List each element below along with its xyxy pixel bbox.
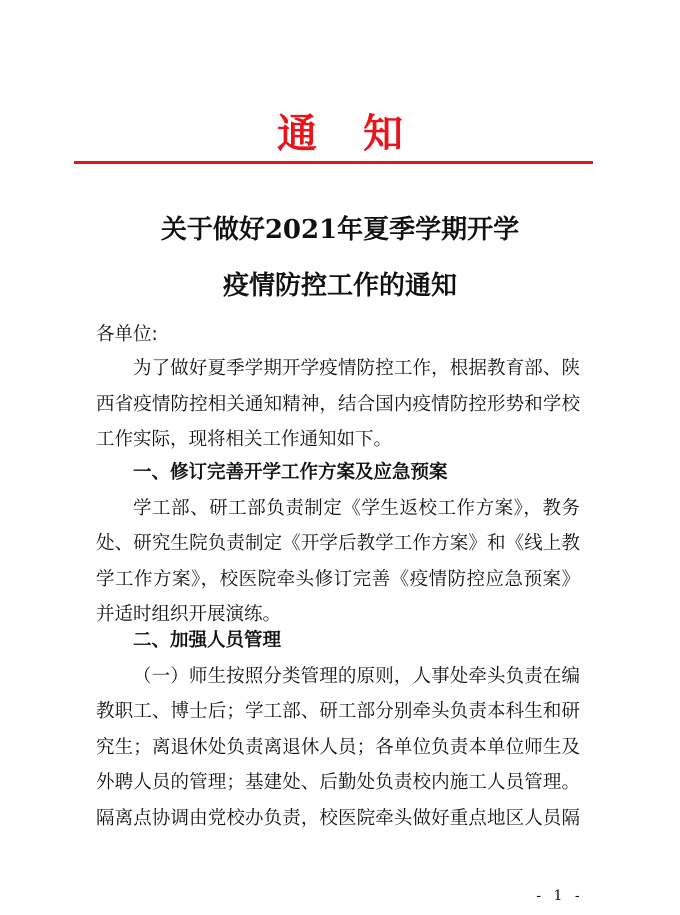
intro-line: 为了做好夏季学期开学疫情防控工作，根据教育部、陕 [133,358,580,379]
section-2-line: 究生；离退休处负责离退休人员；各单位负责本单位师生及 [96,736,580,758]
salutation: 各单位: [96,324,158,345]
section-2-line: 教职工、博士后；学工部、研工部分别牵头负责本科生和研 [96,701,580,722]
intro-line: 工作实际，现将相关工作通知如下。 [96,429,393,450]
notice-header-title: 通知 [277,110,449,157]
section-1-line: 处、研究生院负责制定《开学后教学工作方案》和《线上教 [96,533,580,554]
document-title-line-2: 疫情防控工作的通知 [222,271,457,301]
section-2-line: 外聘人员的管理；基建处、后勤处负责校内施工人员管理。 [96,772,580,793]
section-1 [96,455,580,633]
section-1-line: 学工作方案》，校医院牵头修订完善《疫情防控应急预案》 [96,568,580,590]
page-number: - 1 - [536,888,584,904]
document-title-line-1: 关于做好2021年夏季学期开学 [160,215,520,245]
section-1-line: 并适时组织开展演练。 [96,604,282,625]
section-1-line: 学工部、研工部负责制定《学生返校工作方案》，教务 [133,497,580,519]
section-1-heading: 一、修订完善开学工作方案及应急预案 [133,462,448,483]
red-header-rule [74,161,593,164]
section-2-heading: 二、加强人员管理 [133,630,282,651]
section-2 [96,623,580,836]
intro-line: 西省疫情防控相关通知精神，结合国内疫情防控形势和学校 [96,393,580,415]
section-2-line: （一）师生按照分类管理的原则，人事处牵头负责在编 [133,665,580,687]
intro-paragraph [96,351,580,458]
section-2-line: 隔离点协调由党校办负责，校医院牵头做好重点地区人员隔 [96,807,580,829]
